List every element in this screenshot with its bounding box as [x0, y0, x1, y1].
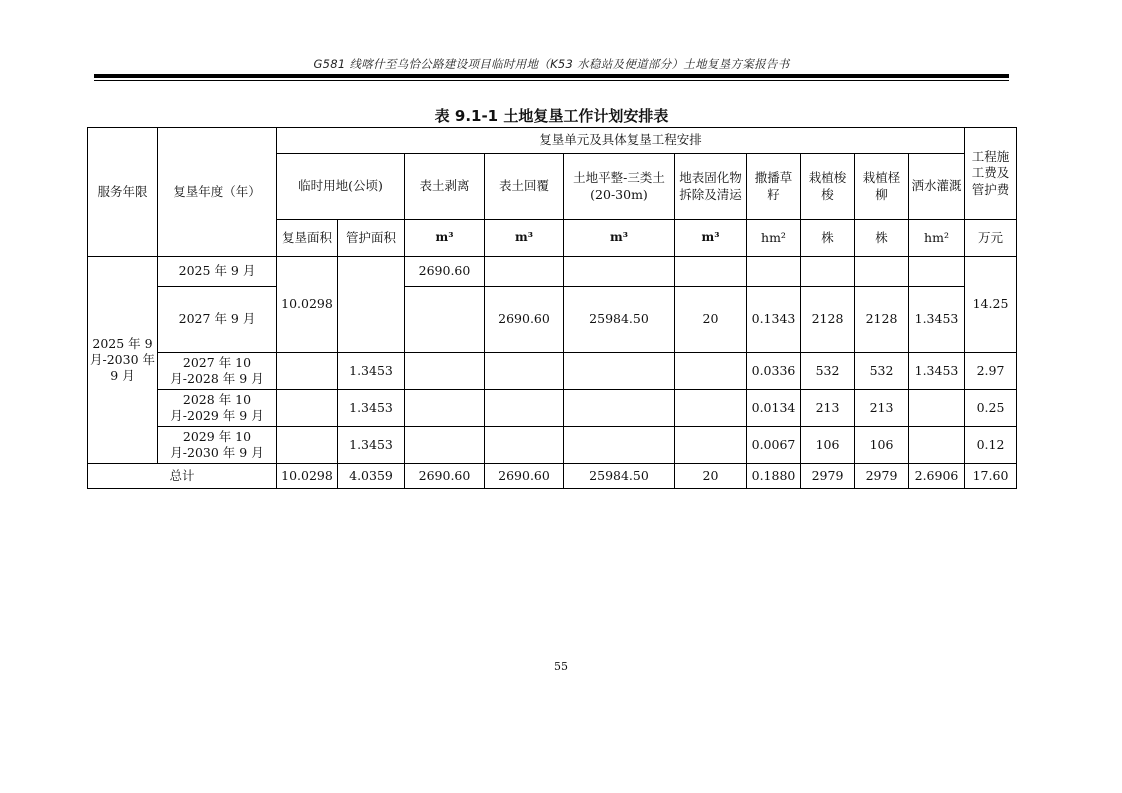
total-willow: 2979 [855, 464, 909, 489]
irrigation-cell: 1.3453 [909, 287, 965, 353]
strip-cell [405, 353, 485, 390]
year-cell: 2025 年 9 月 [158, 257, 277, 287]
reclaim-area-cell [277, 427, 338, 464]
cost-cell: 2.97 [965, 353, 1017, 390]
unit-topsoil-backfill: m³ [485, 220, 564, 257]
willow-cell [855, 257, 909, 287]
strip-cell [405, 427, 485, 464]
total-reclaim: 10.0298 [277, 464, 338, 489]
reclaim-area-cell [277, 353, 338, 390]
total-backfill: 2690.60 [485, 464, 564, 489]
table-row [88, 257, 1017, 287]
manage-area-cell [338, 257, 405, 353]
total-row [88, 464, 1017, 489]
backfill-cell [485, 353, 564, 390]
total-irrigation: 2.6906 [909, 464, 965, 489]
cost-cell: 14.25 [965, 257, 1017, 353]
header-grass-seeding: 撒播草籽 [747, 154, 801, 220]
demolition-cell [675, 257, 747, 287]
willow-cell: 2128 [855, 287, 909, 353]
leveling-cell [564, 390, 675, 427]
demolition-cell [675, 390, 747, 427]
header-row-1 [88, 128, 1017, 154]
total-demolition: 20 [675, 464, 747, 489]
table-row [88, 427, 1017, 464]
table-row [88, 390, 1017, 427]
header-rule-thick [94, 74, 1009, 78]
table-row [88, 287, 1017, 353]
page-number: 55 [554, 660, 568, 673]
willow-cell: 213 [855, 390, 909, 427]
irrigation-cell [909, 390, 965, 427]
unit-topsoil-strip: m³ [405, 220, 485, 257]
willow-cell: 532 [855, 353, 909, 390]
manage-area-cell: 1.3453 [338, 427, 405, 464]
header-plant-willow: 栽植柽柳 [855, 154, 909, 220]
header-reclaim-area: 复垦面积 [277, 220, 338, 257]
unit-cost: 万元 [965, 220, 1017, 257]
year-cell: 2029 年 10 月-2030 年 9 月 [158, 427, 277, 464]
unit-irrigation: hm² [909, 220, 965, 257]
total-cost: 17.60 [965, 464, 1017, 489]
leveling-cell [564, 353, 675, 390]
header-manage-area: 管护面积 [338, 220, 405, 257]
reclaim-area-cell: 10.0298 [277, 257, 338, 353]
backfill-cell: 2690.60 [485, 287, 564, 353]
saxaul-cell: 106 [801, 427, 855, 464]
header-plant-saxaul: 栽植梭梭 [801, 154, 855, 220]
backfill-cell [485, 427, 564, 464]
total-saxaul: 2979 [801, 464, 855, 489]
backfill-cell [485, 257, 564, 287]
backfill-cell [485, 390, 564, 427]
header-leveling: 土地平整-三类土(20-30m) [564, 154, 675, 220]
year-cell: 2027 年 10 月-2028 年 9 月 [158, 353, 277, 390]
willow-cell: 106 [855, 427, 909, 464]
unit-plant-saxaul: 株 [801, 220, 855, 257]
reclaim-area-cell [277, 390, 338, 427]
grass-cell: 0.0067 [747, 427, 801, 464]
document-header: G581 线喀什至乌恰公路建设项目临时用地（K53 水稳站及便道部分）土地复垦方案报告书 [313, 57, 790, 71]
table-row [88, 353, 1017, 390]
total-label: 总计 [88, 464, 277, 489]
saxaul-cell: 213 [801, 390, 855, 427]
grass-cell: 0.0134 [747, 390, 801, 427]
strip-cell [405, 287, 485, 353]
demolition-cell [675, 427, 747, 464]
demolition-cell [675, 353, 747, 390]
manage-area-cell: 1.3453 [338, 390, 405, 427]
leveling-cell [564, 257, 675, 287]
header-rule-thin [94, 80, 1009, 81]
year-cell: 2027 年 9 月 [158, 287, 277, 353]
header-reclaim-year: 复垦年度（年） [158, 128, 277, 257]
total-manage: 4.0359 [338, 464, 405, 489]
total-grass: 0.1880 [747, 464, 801, 489]
irrigation-cell: 1.3453 [909, 353, 965, 390]
unit-plant-willow: 株 [855, 220, 909, 257]
total-strip: 2690.60 [405, 464, 485, 489]
header-temp-land: 临时用地(公顷) [277, 154, 405, 220]
cost-cell: 0.25 [965, 390, 1017, 427]
saxaul-cell: 532 [801, 353, 855, 390]
irrigation-cell [909, 427, 965, 464]
irrigation-cell [909, 257, 965, 287]
leveling-cell [564, 427, 675, 464]
strip-cell: 2690.60 [405, 257, 485, 287]
unit-leveling: m³ [564, 220, 675, 257]
grass-cell [747, 257, 801, 287]
table-title: 表 9.1-1 土地复垦工作计划安排表 [434, 107, 669, 125]
header-demolition: 地表固化物拆除及清运 [675, 154, 747, 220]
grass-cell: 0.0336 [747, 353, 801, 390]
unit-grass-seeding: hm² [747, 220, 801, 257]
demolition-cell: 20 [675, 287, 747, 353]
unit-demolition: m³ [675, 220, 747, 257]
header-topsoil-strip: 表土剥离 [405, 154, 485, 220]
reclamation-plan-table [87, 127, 1017, 489]
header-group: 复垦单元及具体复垦工程安排 [277, 128, 965, 154]
strip-cell [405, 390, 485, 427]
grass-cell: 0.1343 [747, 287, 801, 353]
saxaul-cell [801, 257, 855, 287]
total-leveling: 25984.50 [564, 464, 675, 489]
header-irrigation: 洒水灌溉 [909, 154, 965, 220]
header-topsoil-backfill: 表土回覆 [485, 154, 564, 220]
period-cell: 2025 年 9 月-2030 年 9 月 [88, 257, 158, 464]
manage-area-cell: 1.3453 [338, 353, 405, 390]
cost-cell: 0.12 [965, 427, 1017, 464]
year-cell: 2028 年 10 月-2029 年 9 月 [158, 390, 277, 427]
header-cost: 工程施工费及管护费 [965, 128, 1017, 220]
header-service-years: 服务年限 [88, 128, 158, 257]
leveling-cell: 25984.50 [564, 287, 675, 353]
saxaul-cell: 2128 [801, 287, 855, 353]
